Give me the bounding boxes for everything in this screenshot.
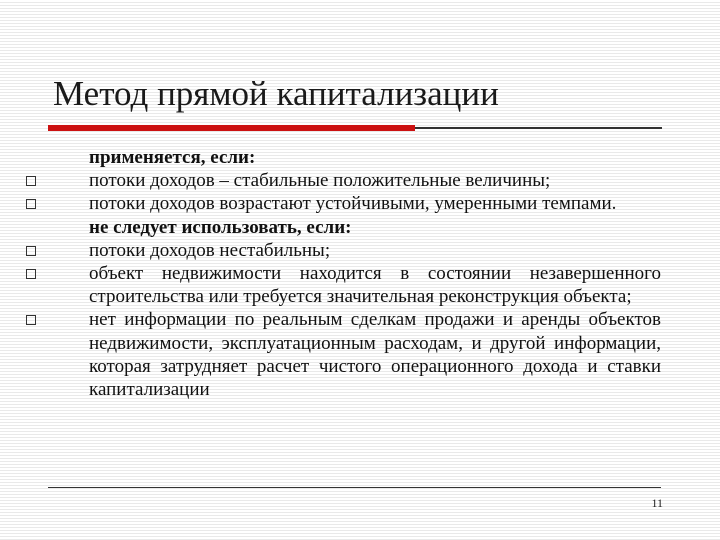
bullet-item	[89, 308, 661, 401]
bullet-item	[89, 169, 661, 192]
bullet-item	[89, 262, 661, 308]
section-heading-not-applicable: не следует использовать, если:	[89, 216, 352, 238]
bullet-text: потоки доходов – стабильные положительные величины;	[89, 170, 551, 192]
square-bullet-icon	[26, 315, 36, 325]
bullet-text: потоки доходов возрастают устойчивыми, умеренными темпами.	[89, 193, 617, 215]
slide-title: Метод прямой капитализации	[53, 74, 499, 113]
square-bullet-icon	[26, 246, 36, 256]
footer-divider	[48, 487, 661, 488]
section-heading-applies: применяется, если:	[89, 147, 256, 168]
bullet-item	[89, 239, 661, 262]
slide-body	[89, 146, 661, 401]
title-underline-accent	[48, 125, 415, 131]
square-bullet-icon	[26, 269, 36, 279]
title-underline	[415, 127, 662, 129]
square-bullet-icon	[26, 176, 36, 186]
bullet-text: объект недвижимости находится в состоянии незавершенного строительства или требуется значительная реконструкция объекта;	[89, 263, 661, 308]
page-number: 11	[651, 496, 663, 510]
bullet-text: нет информации по реальным сделкам продажи и аренды объектов недвижимости, эксплуатационным расходам, и другой информации, которая затрудняет расчет чистого операционного дохода и ставки капитализации	[89, 309, 661, 401]
bullet-item	[89, 192, 661, 215]
bullet-text: потоки доходов нестабильны;	[89, 239, 331, 261]
square-bullet-icon	[26, 199, 36, 209]
